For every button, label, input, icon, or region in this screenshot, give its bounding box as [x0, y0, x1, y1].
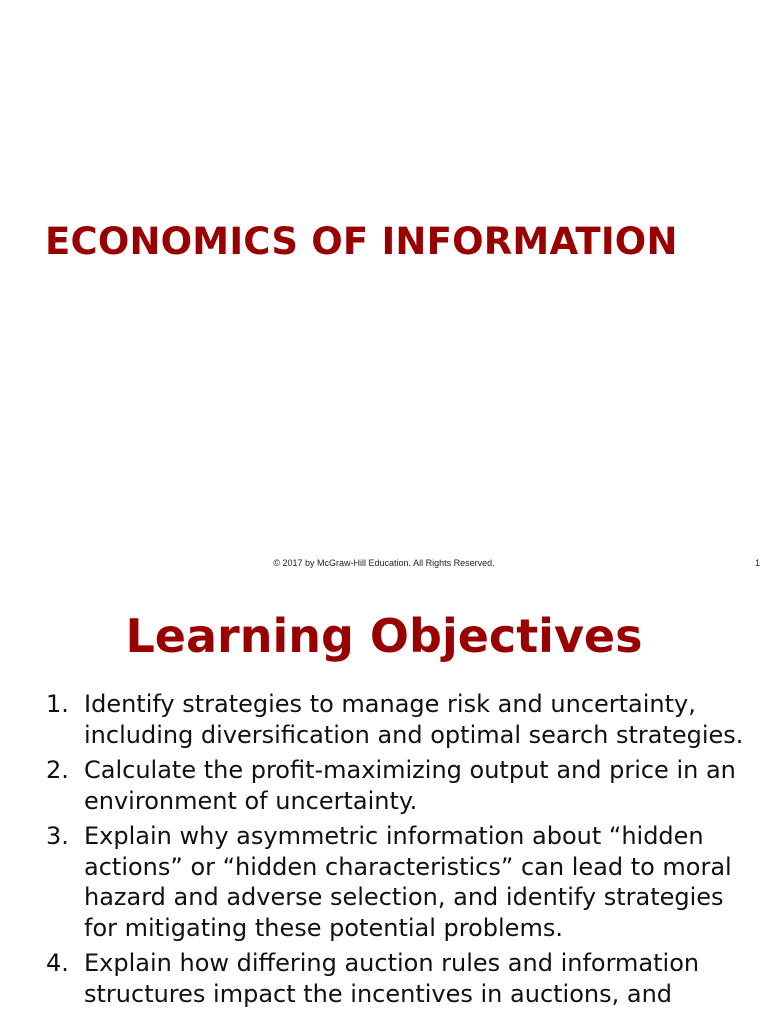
- learning-objectives-slide: [0, 586, 768, 1024]
- objective-text: Explain why asymmetric information about “hidden actions” or “hidden characteristics” can lead to moral hazard and adverse selection, and identify strategies for mitigating these potential problems.: [84, 822, 732, 942]
- objective-item-3: [46, 821, 746, 943]
- copyright-footer: © 2017 by McGraw-Hill Education. All Rights Reserved.: [273, 558, 495, 568]
- objective-item-1: [46, 689, 746, 750]
- objective-text: Explain how differing auction rules and information structures impact the incentives in auctions, and: [84, 949, 700, 1008]
- objective-text: Calculate the profit-maximizing output and price in an environment of uncertainty.: [84, 756, 736, 815]
- objective-text: Identify strategies to manage risk and uncertainty, including diversification and optimal search strategies.: [84, 690, 744, 749]
- objective-item-2: [46, 755, 746, 816]
- page-number: 1: [754, 558, 760, 568]
- objectives-list: [46, 689, 746, 1014]
- objective-number: 1.: [46, 690, 69, 718]
- objective-number: 4.: [46, 949, 69, 977]
- objective-item-4: [46, 948, 746, 1009]
- slide-title: ECONOMICS OF INFORMATION: [45, 220, 678, 263]
- objective-number: 2.: [46, 756, 69, 784]
- objective-number: 3.: [46, 822, 69, 850]
- objectives-heading: Learning Objectives: [125, 609, 643, 663]
